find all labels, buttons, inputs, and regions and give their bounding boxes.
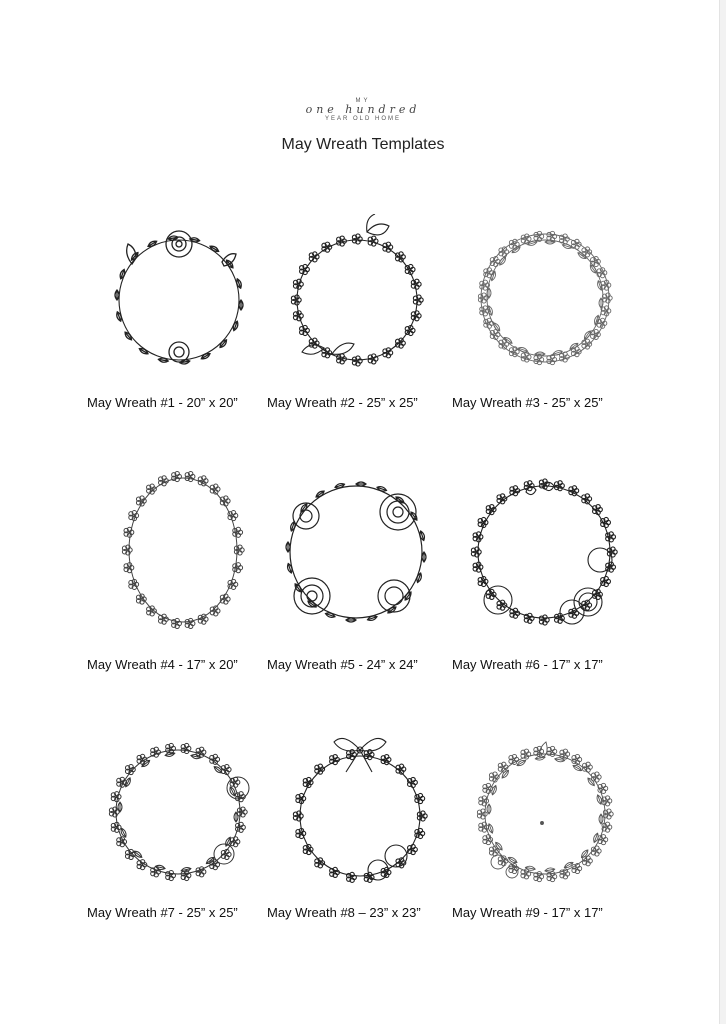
wreath-image-4 <box>116 464 250 640</box>
wreath-caption-4: May Wreath #4 - 17” x 20” <box>87 657 238 672</box>
wreath-6-drawing <box>454 462 634 642</box>
wreath-8-drawing <box>280 728 440 896</box>
wreath-caption-3: May Wreath #3 - 25” x 25” <box>452 395 603 410</box>
wreath-image-7 <box>90 726 266 894</box>
wreath-caption-7: May Wreath #7 - 25” x 25” <box>87 905 238 920</box>
wreath-caption-9: May Wreath #9 - 17” x 17” <box>452 905 603 920</box>
wreath-image-8 <box>280 728 440 896</box>
wreath-9-drawing <box>460 726 630 896</box>
wreath-image-9 <box>460 726 630 896</box>
wreath-caption-8: May Wreath #8 – 23” x 23” <box>267 905 421 920</box>
page-title: May Wreath Templates <box>281 136 445 153</box>
wreath-image-1 <box>96 214 262 378</box>
wreath-caption-5: May Wreath #5 - 24” x 24” <box>267 657 418 672</box>
wreath-image-3 <box>462 214 628 380</box>
wreath-caption-2: May Wreath #2 - 25” x 25” <box>267 395 418 410</box>
wreath-4-drawing <box>116 464 250 640</box>
wreath-1-drawing <box>96 214 262 378</box>
wreath-image-2 <box>272 214 442 378</box>
logo-line-sub: YEAR OLD HOME <box>324 116 401 122</box>
wreath-7-drawing <box>90 726 266 894</box>
wreath-caption-1: May Wreath #1 - 20” x 20” <box>87 395 238 410</box>
wreath-caption-6: May Wreath #6 - 17” x 17” <box>452 657 603 672</box>
wreath-5-drawing <box>266 462 446 642</box>
wreath-2-drawing <box>272 214 442 378</box>
logo-line-my: MY <box>355 98 371 104</box>
wreath-3-drawing <box>462 214 628 380</box>
wreath-image-6 <box>454 462 634 642</box>
logo-line-script: one hundred <box>305 103 421 116</box>
wreath-image-5 <box>266 462 446 642</box>
brand-logo <box>0 98 726 123</box>
